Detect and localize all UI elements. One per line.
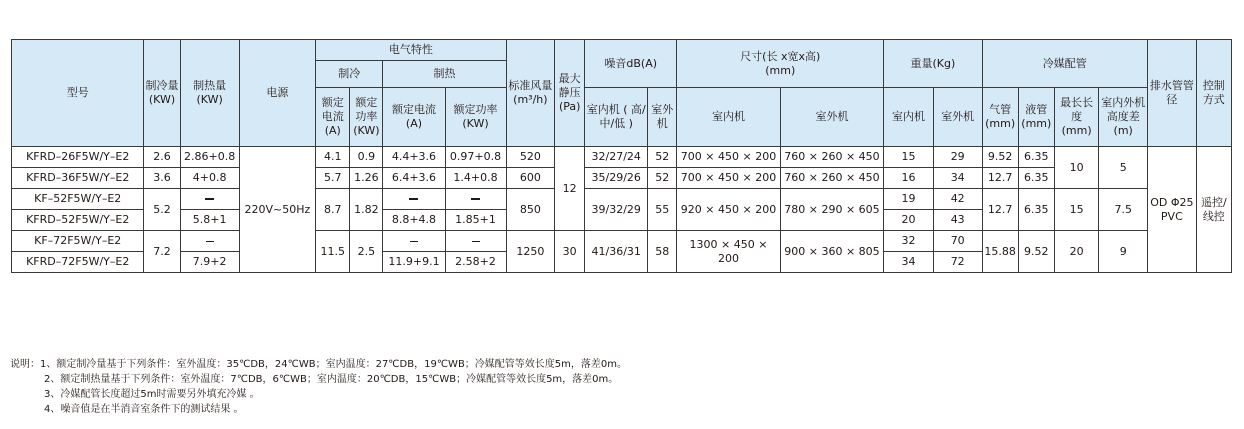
header-control: 控制方式 <box>1196 40 1231 147</box>
static-pressure-cell: 12 <box>555 147 585 231</box>
heat-capacity-cell: 5.8+1 <box>180 210 239 231</box>
header-heat-capacity: 制热量 (KW) <box>180 40 239 147</box>
table-row <box>12 147 1232 168</box>
noise-outdoor-cell: 52 <box>648 147 677 168</box>
table-body <box>12 147 1232 273</box>
dash-mark <box>472 241 480 242</box>
header-dim-outdoor: 室外机 <box>780 88 883 147</box>
drain-cell: OD Φ25 PVC <box>1148 147 1197 273</box>
header-max-length: 最长长度 (mm) <box>1054 88 1098 147</box>
cool-power-cell: 0.9 <box>350 147 383 168</box>
heat-current-cell <box>383 189 445 210</box>
dim-indoor-cell: 920 × 450 × 200 <box>677 189 780 231</box>
header-height-diff: 室内外机高度差(m) <box>1099 88 1148 147</box>
header-noise-indoor: 室内机 ( 高/中/低 ) <box>585 88 648 147</box>
height-diff-cell: 5 <box>1099 147 1148 189</box>
weight-outdoor-cell: 34 <box>933 168 982 189</box>
noise-indoor-cell: 39/32/29 <box>585 189 648 231</box>
max-length-cell: 10 <box>1054 147 1098 189</box>
max-length-cell: 20 <box>1054 231 1098 273</box>
dash-mark <box>409 198 418 200</box>
dash-mark <box>471 198 480 200</box>
weight-outdoor-cell: 70 <box>933 231 982 252</box>
dash-mark <box>205 198 214 200</box>
note-line: 说明：1、额定制冷量基于下列条件：室外温度：35℃DB，24℃WB；室内温度：27℃DB，19℃WB；冷媒配管等效长度5m，落差0m。 <box>10 359 628 370</box>
dim-outdoor-cell: 780 × 290 × 605 <box>780 189 883 231</box>
weight-indoor-cell: 19 <box>884 189 934 210</box>
model-cell: KFRD–26F5W/Y–E2 <box>12 147 144 168</box>
note-line: 2、额定制热量基于下列条件：室外温度：7℃DB，6℃WB；室内温度：20℃DB，15℃WB；冷媒配管等效长度5m，落差0m。 <box>44 374 619 385</box>
dim-outdoor-cell: 760 × 260 × 450 <box>780 147 883 168</box>
spec-table <box>11 39 1232 273</box>
liquid-pipe-cell: 9.52 <box>1018 231 1054 273</box>
gas-pipe-cell: 9.52 <box>982 147 1018 168</box>
notes <box>10 357 627 417</box>
liquid-pipe-cell: 6.35 <box>1018 147 1054 168</box>
cool-current-cell: 11.5 <box>316 231 350 273</box>
dash-mark <box>410 241 418 242</box>
dim-indoor-cell: 1300 × 450 × 200 <box>677 231 780 273</box>
cool-current-cell: 5.7 <box>316 168 350 189</box>
noise-indoor-cell: 41/36/31 <box>585 231 648 273</box>
noise-outdoor-cell: 55 <box>648 189 677 231</box>
noise-indoor-cell: 32/27/24 <box>585 147 648 168</box>
weight-outdoor-cell: 29 <box>933 147 982 168</box>
model-cell: KFRD–52F5W/Y–E2 <box>12 210 144 231</box>
header-cool-power: 额定功率 (KW) <box>350 88 383 147</box>
heat-current-cell: 11.9+9.1 <box>383 252 445 273</box>
height-diff-cell: 7.5 <box>1099 189 1148 231</box>
model-cell: KFRD–72F5W/Y–E2 <box>12 252 144 273</box>
header-weight-outdoor: 室外机 <box>933 88 982 147</box>
heat-capacity-cell <box>180 231 239 252</box>
weight-indoor-cell: 15 <box>884 147 934 168</box>
cool-power-cell: 1.26 <box>350 168 383 189</box>
header-refrigerant: 冷媒配管 <box>982 40 1148 88</box>
gas-pipe-cell: 12.7 <box>982 168 1018 189</box>
header-noise-outdoor: 室外机 <box>648 88 677 147</box>
weight-outdoor-cell: 72 <box>933 252 982 273</box>
heat-power-cell: 0.97+0.8 <box>445 147 506 168</box>
header-cool-current: 额定电流 (A) <box>316 88 350 147</box>
header-heat-current: 额定电流 (A) <box>383 88 445 147</box>
dim-indoor-cell: 700 × 450 × 200 <box>677 147 780 168</box>
noise-outdoor-cell: 52 <box>648 168 677 189</box>
header-heating: 制热 <box>383 61 506 88</box>
model-cell: KF–52F5W/Y–E2 <box>12 189 144 210</box>
heat-current-cell <box>383 231 445 252</box>
header-dimensions: 尺寸(长 x宽x高) (mm) <box>677 40 884 88</box>
header-static-pressure: 最大静压 (Pa) <box>555 40 585 147</box>
cool-current-cell: 8.7 <box>316 189 350 231</box>
cool-capacity-cell: 5.2 <box>144 189 180 231</box>
liquid-pipe-cell: 6.35 <box>1018 168 1054 189</box>
weight-indoor-cell: 20 <box>884 210 934 231</box>
heat-capacity-cell: 4+0.8 <box>180 168 239 189</box>
table-row <box>12 231 1232 252</box>
max-length-cell: 15 <box>1054 189 1098 231</box>
header-dim-indoor: 室内机 <box>677 88 780 147</box>
weight-indoor-cell: 32 <box>884 231 934 252</box>
dim-outdoor-cell: 760 × 260 × 450 <box>780 168 883 189</box>
header-weight: 重量(Kg) <box>884 40 982 88</box>
gas-pipe-cell: 12.7 <box>982 189 1018 231</box>
heat-power-cell <box>445 189 506 210</box>
power-supply-cell: 220V~50Hz <box>239 147 316 273</box>
static-pressure-cell: 30 <box>555 231 585 273</box>
airflow-cell: 1250 <box>506 231 555 273</box>
cool-capacity-cell: 7.2 <box>144 231 180 273</box>
heat-capacity-cell <box>180 189 239 210</box>
header-weight-indoor: 室内机 <box>884 88 934 147</box>
weight-indoor-cell: 34 <box>884 252 934 273</box>
header-electrical: 电气特性 <box>316 40 506 61</box>
heat-current-cell: 6.4+3.6 <box>383 168 445 189</box>
header-model: 型号 <box>12 40 144 147</box>
height-diff-cell: 9 <box>1099 231 1148 273</box>
liquid-pipe-cell: 6.35 <box>1018 189 1054 231</box>
header-noise: 噪音dB(A) <box>585 40 677 88</box>
dim-outdoor-cell: 900 × 360 × 805 <box>780 231 883 273</box>
gas-pipe-cell: 15.88 <box>982 231 1018 273</box>
weight-outdoor-cell: 42 <box>933 189 982 210</box>
note-line: 4、噪音值是在半消音室条件下的测试结果 。 <box>44 404 244 415</box>
control-cell: 遥控/ 线控 <box>1196 147 1231 273</box>
header-cooling: 制冷 <box>316 61 383 88</box>
header-drain: 排水管管径 <box>1148 40 1197 147</box>
weight-indoor-cell: 16 <box>884 168 934 189</box>
cool-capacity-cell: 2.6 <box>144 147 180 168</box>
header-power-supply: 电源 <box>239 40 316 147</box>
heat-power-cell: 1.4+0.8 <box>445 168 506 189</box>
header-liquid-pipe: 液管 (mm) <box>1018 88 1054 147</box>
heat-current-cell: 8.8+4.8 <box>383 210 445 231</box>
header-gas-pipe: 气管 (mm) <box>982 88 1018 147</box>
model-cell: KF–72F5W/Y–E2 <box>12 231 144 252</box>
cool-current-cell: 4.1 <box>316 147 350 168</box>
cool-capacity-cell: 3.6 <box>144 168 180 189</box>
heat-current-cell: 4.4+3.6 <box>383 147 445 168</box>
table-header <box>12 40 1232 147</box>
heat-power-cell: 2.58+2 <box>445 252 506 273</box>
note-line: 3、冷媒配管长度超过5m时需要另外填充冷媒 。 <box>44 389 260 400</box>
heat-power-cell: 1.85+1 <box>445 210 506 231</box>
header-airflow: 标准风量 (m³/h) <box>506 40 555 147</box>
header-cool-capacity: 制冷量 (KW) <box>144 40 180 147</box>
noise-outdoor-cell: 58 <box>648 231 677 273</box>
model-cell: KFRD–36F5W/Y–E2 <box>12 168 144 189</box>
dash-mark <box>206 241 214 242</box>
table-row <box>12 189 1232 210</box>
heat-capacity-cell: 7.9+2 <box>180 252 239 273</box>
airflow-cell: 600 <box>506 168 555 189</box>
dim-indoor-cell: 700 × 450 × 200 <box>677 168 780 189</box>
header-heat-power: 额定功率 (KW) <box>445 88 506 147</box>
cool-power-cell: 2.5 <box>350 231 383 273</box>
airflow-cell: 520 <box>506 147 555 168</box>
noise-indoor-cell: 35/29/26 <box>585 168 648 189</box>
cool-power-cell: 1.82 <box>350 189 383 231</box>
airflow-cell: 850 <box>506 189 555 231</box>
heat-capacity-cell: 2.86+0.8 <box>180 147 239 168</box>
weight-outdoor-cell: 43 <box>933 210 982 231</box>
table-row <box>12 168 1232 189</box>
heat-power-cell <box>445 231 506 252</box>
